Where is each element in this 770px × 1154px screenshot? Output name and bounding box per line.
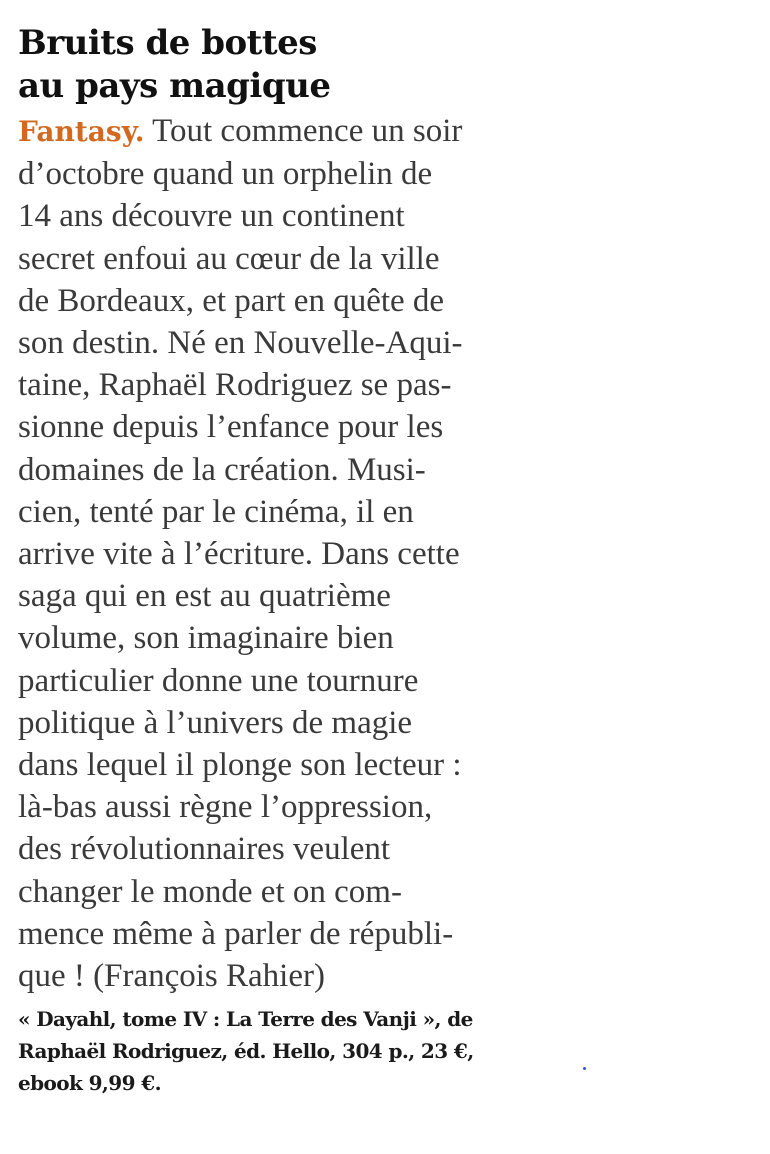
body-line: politique à l’univers de magie	[18, 704, 413, 741]
body-line: d’octobre quand un orphelin de	[18, 156, 433, 193]
body-line: arrive vite à l’écriture. Dans cette	[18, 536, 460, 573]
body-line: saga qui en est au quatrième	[18, 578, 391, 615]
body-line: dans lequel il plonge son lecteur :	[18, 747, 462, 784]
body-line: 14 ans découvre un continent	[18, 198, 405, 235]
body-line: son destin. Né en Nouvelle-Aqui-	[18, 325, 463, 362]
body-line: que ! (François Rahier)	[18, 958, 325, 995]
body-line: domaines de la création. Musi-	[18, 451, 426, 488]
credit-line: Raphaël Rodriguez, éd. Hello, 304 p., 23 €,	[18, 1039, 474, 1064]
body-line	[18, 110, 578, 153]
body-line: de Bordeaux, et part en quête de	[18, 282, 445, 319]
body-line: secret enfoui au cœur de la ville	[18, 240, 440, 277]
body-line: sionne depuis l’enfance pour les	[18, 409, 444, 446]
body-line: particulier donne une tournure	[18, 662, 419, 699]
body-line: taine, Raphaël Rodriguez se pas-	[18, 367, 452, 404]
body-line: là-bas aussi règne l’oppression,	[18, 789, 433, 826]
body-line: mence même à parler de républi-	[18, 915, 454, 952]
credit-line: ebook 9,99 €.	[18, 1071, 161, 1096]
body-line: changer le monde et on com-	[18, 873, 402, 910]
article-body	[18, 110, 578, 997]
body-line: des révolutionnaires veulent	[18, 831, 391, 868]
body-line: cien, tenté par le cinéma, il en	[18, 493, 414, 530]
headline-line: au pays magique	[18, 66, 331, 106]
book-review-article	[18, 22, 578, 1099]
headline-line: Bruits de bottes	[18, 23, 317, 63]
body-line-text: Tout commence un soir	[144, 113, 463, 149]
credit-line: « Dayahl, tome IV : La Terre des Vanji », de	[18, 1007, 473, 1032]
book-credits	[18, 1003, 578, 1099]
genre-kicker: Fantasy.	[18, 115, 145, 148]
article-headline	[18, 22, 578, 108]
body-line: volume, son imaginaire bien	[18, 620, 394, 657]
stray-dot	[583, 1067, 586, 1070]
